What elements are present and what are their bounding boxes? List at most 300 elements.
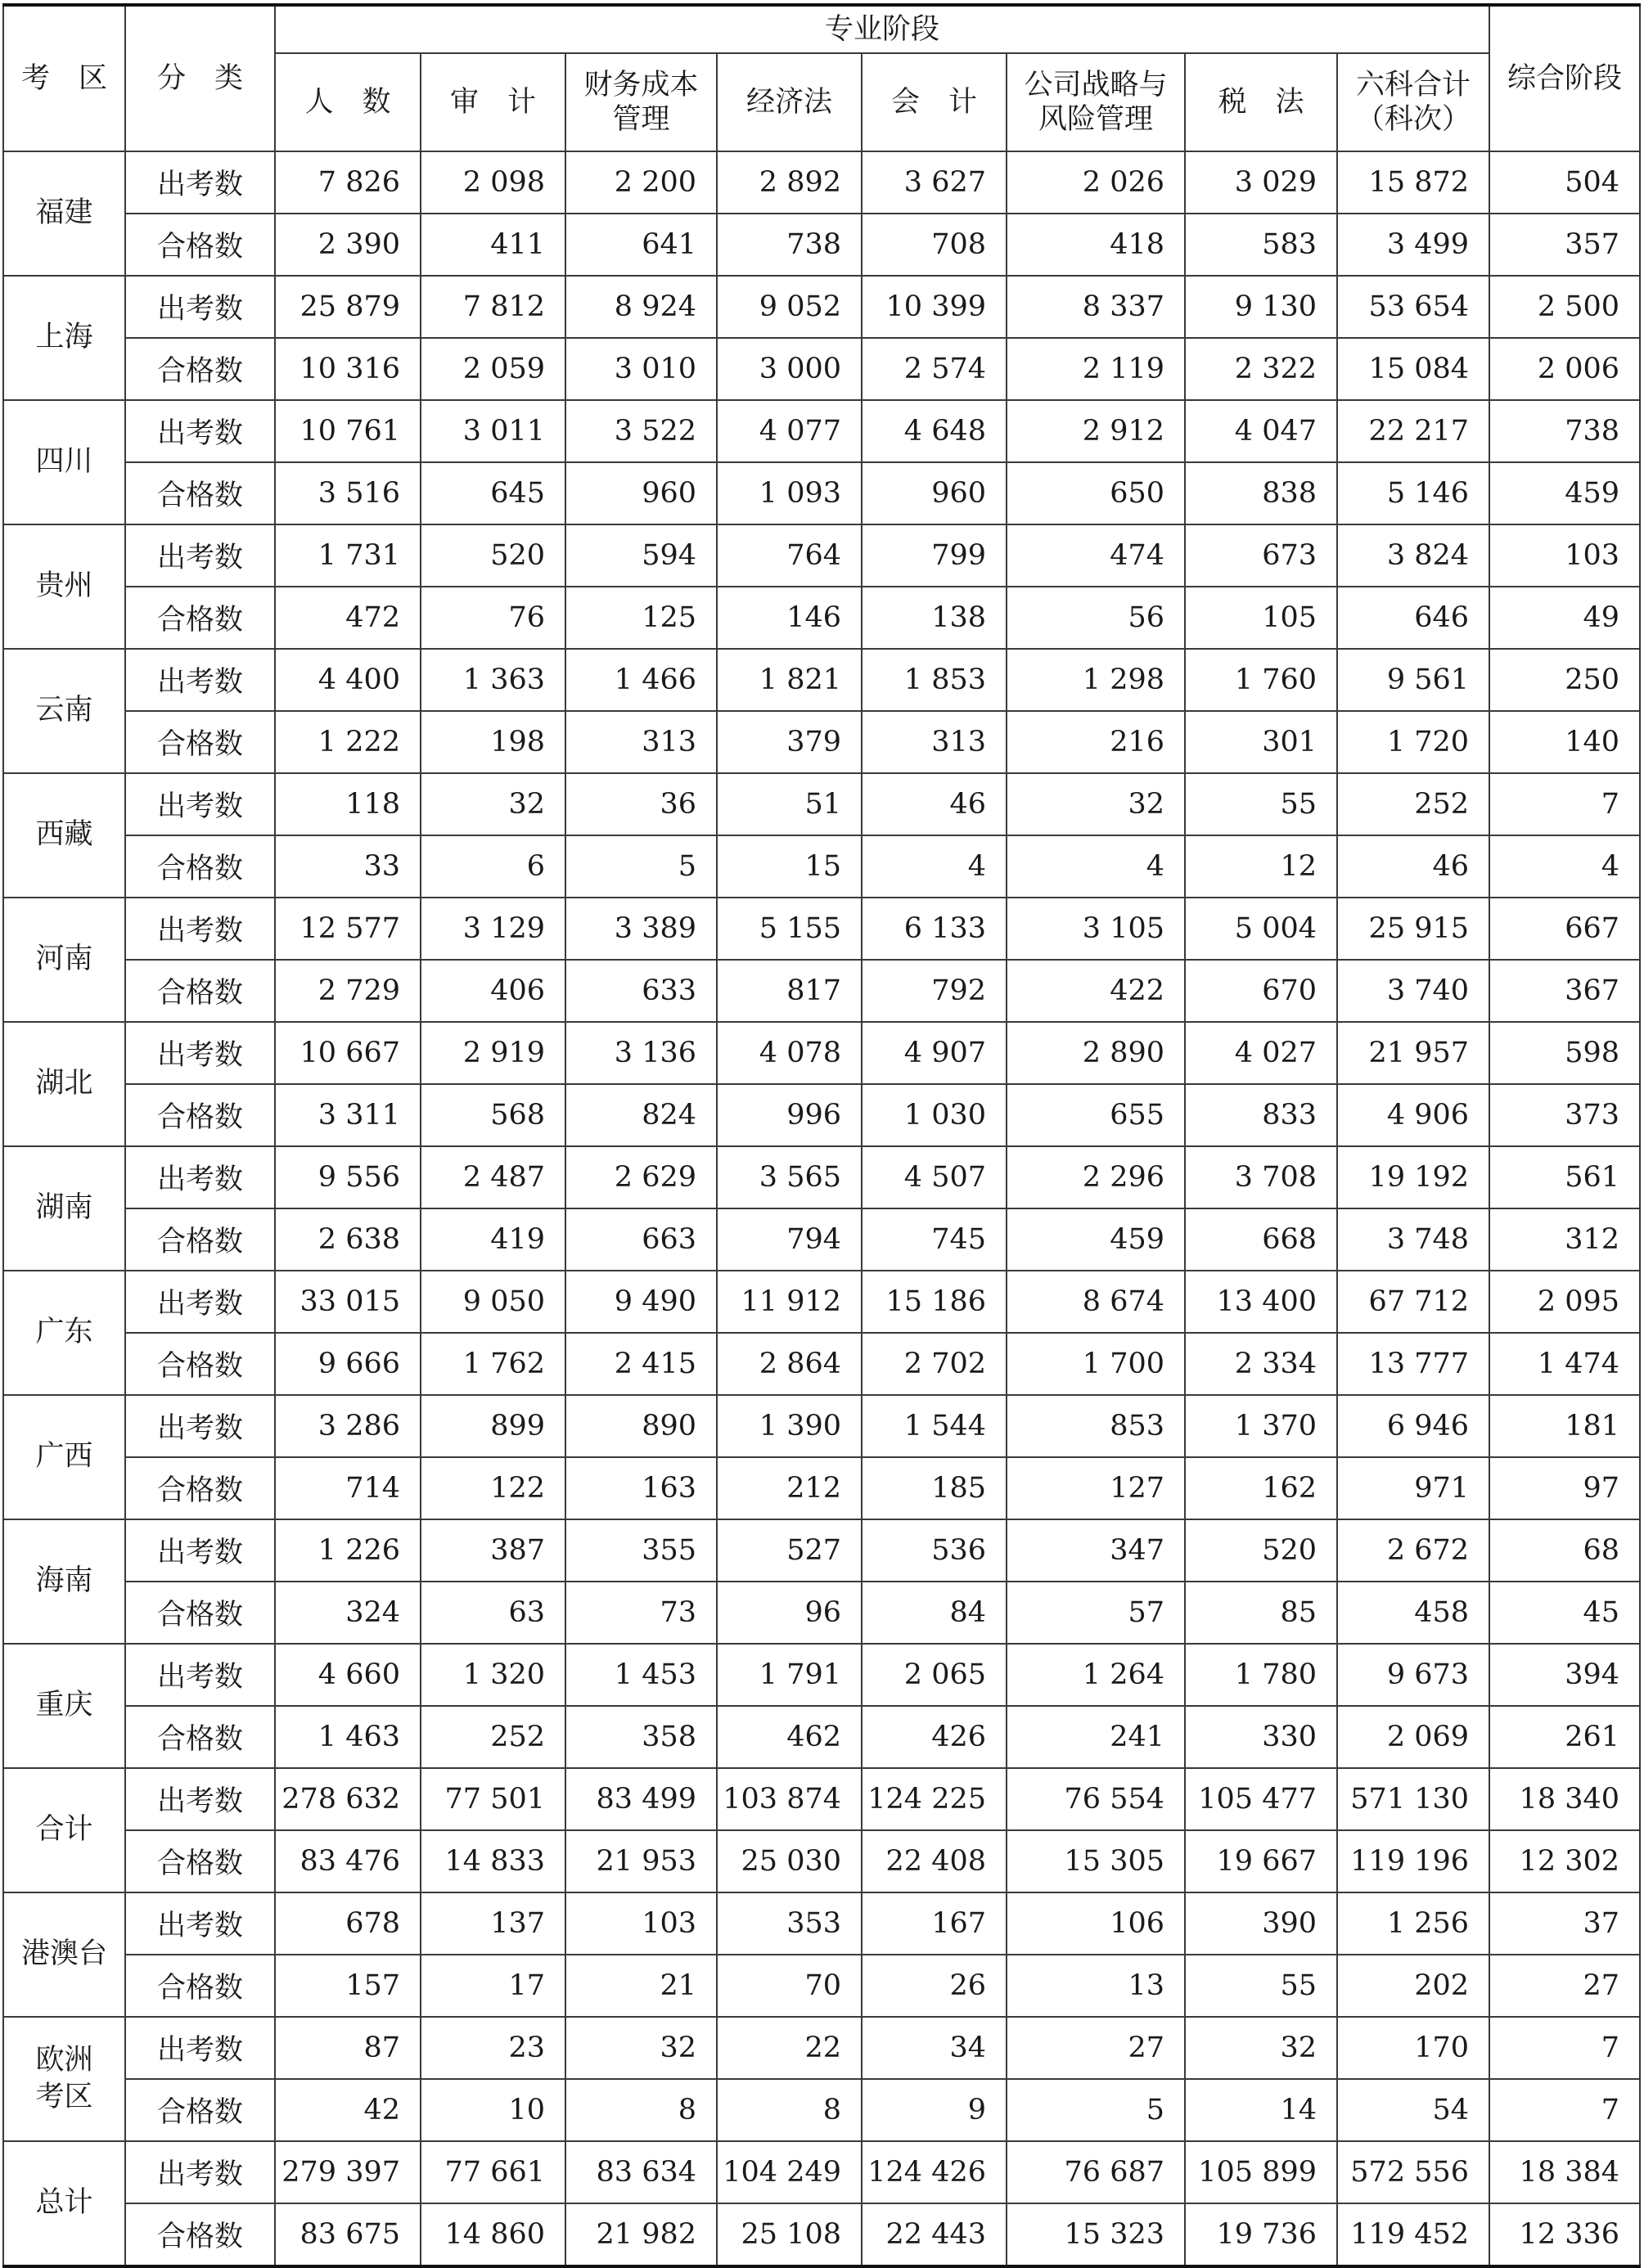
table-cell: 278 632	[275, 1768, 421, 1830]
table-cell: 5 004	[1185, 898, 1337, 960]
table-cell: 667	[1489, 898, 1640, 960]
region-name: 总计	[3, 2141, 125, 2266]
table-cell: 15 305	[1007, 1830, 1185, 1892]
table-cell: 4 047	[1185, 400, 1337, 462]
row-category-label: 合格数	[125, 1333, 275, 1395]
table-cell: 418	[1007, 214, 1185, 276]
table-row	[3, 276, 1640, 338]
table-cell: 1 466	[565, 649, 717, 711]
table-cell: 32	[421, 773, 565, 835]
table-cell: 18 340	[1489, 1768, 1640, 1830]
table-cell: 3 105	[1007, 898, 1185, 960]
table-cell: 252	[1337, 773, 1489, 835]
table-cell: 1 222	[275, 711, 421, 773]
table-row	[3, 1892, 1640, 1955]
table-row	[3, 1644, 1640, 1706]
table-cell: 313	[565, 711, 717, 773]
table-cell: 7	[1489, 2079, 1640, 2141]
region-name: 河南	[3, 898, 125, 1022]
table-cell: 8	[565, 2079, 717, 2141]
table-cell: 2 006	[1489, 338, 1640, 400]
table-cell: 738	[717, 214, 862, 276]
table-cell: 520	[421, 524, 565, 587]
table-cell: 390	[1185, 1892, 1337, 1955]
table-cell: 49	[1489, 587, 1640, 649]
table-cell: 2 296	[1007, 1146, 1185, 1208]
table-cell: 799	[862, 524, 1007, 587]
table-cell: 10 399	[862, 276, 1007, 338]
table-cell: 6	[421, 835, 565, 898]
table-cell: 1 780	[1185, 1644, 1337, 1706]
table-cell: 13	[1007, 1955, 1185, 2017]
table-cell: 4 660	[275, 1644, 421, 1706]
table-cell: 137	[421, 1892, 565, 1955]
table-cell: 3 824	[1337, 524, 1489, 587]
table-cell: 1 700	[1007, 1333, 1185, 1395]
table-row	[3, 2141, 1640, 2203]
table-cell: 10 761	[275, 400, 421, 462]
row-category-label: 出考数	[125, 524, 275, 587]
table-cell: 162	[1185, 1457, 1337, 1519]
table-cell: 4 507	[862, 1146, 1007, 1208]
row-category-label: 出考数	[125, 1768, 275, 1830]
header-subject: 税 法	[1185, 53, 1337, 151]
table-cell: 2 026	[1007, 151, 1185, 214]
table-cell: 520	[1185, 1519, 1337, 1582]
table-cell: 568	[421, 1084, 565, 1146]
table-cell: 3 748	[1337, 1208, 1489, 1271]
table-cell: 212	[717, 1457, 862, 1519]
table-cell: 250	[1489, 649, 1640, 711]
table-cell: 3 011	[421, 400, 565, 462]
table-cell: 2 487	[421, 1146, 565, 1208]
table-row	[3, 711, 1640, 773]
table-cell: 19 192	[1337, 1146, 1489, 1208]
table-cell: 10 667	[275, 1022, 421, 1084]
table-cell: 8 674	[1007, 1271, 1185, 1333]
table-cell: 1 363	[421, 649, 565, 711]
row-category-label: 出考数	[125, 151, 275, 214]
header-subject: 人 数	[275, 53, 421, 151]
table-cell: 83 476	[275, 1830, 421, 1892]
table-cell: 8	[717, 2079, 862, 2141]
table-cell: 15 323	[1007, 2203, 1185, 2266]
table-cell: 2 119	[1007, 338, 1185, 400]
table-cell: 2 729	[275, 960, 421, 1022]
table-cell: 202	[1337, 1955, 1489, 2017]
table-cell: 2 890	[1007, 1022, 1185, 1084]
table-cell: 103	[565, 1892, 717, 1955]
table-cell: 83 634	[565, 2141, 717, 2203]
table-cell: 890	[565, 1395, 717, 1457]
table-cell: 13 777	[1337, 1333, 1489, 1395]
table-cell: 12 577	[275, 898, 421, 960]
table-cell: 140	[1489, 711, 1640, 773]
table-row	[3, 1271, 1640, 1333]
table-cell: 33	[275, 835, 421, 898]
table-cell: 2 390	[275, 214, 421, 276]
table-cell: 3 627	[862, 151, 1007, 214]
table-row	[3, 400, 1640, 462]
table-cell: 13 400	[1185, 1271, 1337, 1333]
table-row	[3, 1022, 1640, 1084]
table-cell: 2 065	[862, 1644, 1007, 1706]
table-cell: 261	[1489, 1706, 1640, 1768]
table-cell: 2 702	[862, 1333, 1007, 1395]
row-category-label: 出考数	[125, 1892, 275, 1955]
table-cell: 3 516	[275, 462, 421, 524]
table-cell: 2 919	[421, 1022, 565, 1084]
row-category-label: 出考数	[125, 1519, 275, 1582]
table-cell: 458	[1337, 1582, 1489, 1644]
table-cell: 170	[1337, 2017, 1489, 2079]
table-cell: 1 093	[717, 462, 862, 524]
table-cell: 4 907	[862, 1022, 1007, 1084]
table-row	[3, 1706, 1640, 1768]
row-category-label: 合格数	[125, 1582, 275, 1644]
table-cell: 355	[565, 1519, 717, 1582]
table-cell: 1 791	[717, 1644, 862, 1706]
table-cell: 6 946	[1337, 1395, 1489, 1457]
region-name: 欧洲 考区	[3, 2017, 125, 2141]
table-cell: 9 052	[717, 276, 862, 338]
table-cell: 33 015	[275, 1271, 421, 1333]
table-cell: 73	[565, 1582, 717, 1644]
table-row	[3, 649, 1640, 711]
table-cell: 2 912	[1007, 400, 1185, 462]
table-cell: 77 661	[421, 2141, 565, 2203]
table-cell: 104 249	[717, 2141, 862, 2203]
header-subject: 审 计	[421, 53, 565, 151]
table-cell: 3 499	[1337, 214, 1489, 276]
table-cell: 2 098	[421, 151, 565, 214]
table-cell: 472	[275, 587, 421, 649]
region-name: 云南	[3, 649, 125, 773]
region-name: 合计	[3, 1768, 125, 1892]
table-cell: 353	[717, 1892, 862, 1955]
table-cell: 103 874	[717, 1768, 862, 1830]
table-cell: 14 860	[421, 2203, 565, 2266]
table-cell: 678	[275, 1892, 421, 1955]
exam-statistics-table	[2, 3, 1641, 2268]
table-cell: 1 226	[275, 1519, 421, 1582]
table-cell: 645	[421, 462, 565, 524]
table-cell: 330	[1185, 1706, 1337, 1768]
region-name: 湖南	[3, 1146, 125, 1271]
table-cell: 1 256	[1337, 1892, 1489, 1955]
table-cell: 571 130	[1337, 1768, 1489, 1830]
table-cell: 419	[421, 1208, 565, 1271]
table-cell: 22 408	[862, 1830, 1007, 1892]
table-cell: 10	[421, 2079, 565, 2141]
table-cell: 4 077	[717, 400, 862, 462]
table-cell: 1 762	[421, 1333, 565, 1395]
table-cell: 56	[1007, 587, 1185, 649]
region-name: 港澳台	[3, 1892, 125, 2017]
table-cell: 817	[717, 960, 862, 1022]
table-cell: 83 675	[275, 2203, 421, 2266]
table-cell: 42	[275, 2079, 421, 2141]
table-cell: 118	[275, 773, 421, 835]
table-row	[3, 1830, 1640, 1892]
table-cell: 32	[565, 2017, 717, 2079]
region-name: 福建	[3, 151, 125, 276]
table-cell: 3 136	[565, 1022, 717, 1084]
table-row	[3, 1768, 1640, 1830]
table-cell: 2 095	[1489, 1271, 1640, 1333]
table-cell: 7 826	[275, 151, 421, 214]
table-cell: 1 760	[1185, 649, 1337, 711]
table-cell: 312	[1489, 1208, 1640, 1271]
header-subject: 经济法	[717, 53, 862, 151]
table-cell: 9 673	[1337, 1644, 1489, 1706]
table-row	[3, 1519, 1640, 1582]
table-cell: 387	[421, 1519, 565, 1582]
table-cell: 4 648	[862, 400, 1007, 462]
row-category-label: 出考数	[125, 898, 275, 960]
table-cell: 1 853	[862, 649, 1007, 711]
table-cell: 252	[421, 1706, 565, 1768]
table-cell: 67 712	[1337, 1271, 1489, 1333]
row-category-label: 出考数	[125, 649, 275, 711]
row-category-label: 出考数	[125, 276, 275, 338]
row-category-label: 合格数	[125, 587, 275, 649]
table-cell: 2 200	[565, 151, 717, 214]
row-category-label: 合格数	[125, 1457, 275, 1519]
table-cell: 5 155	[717, 898, 862, 960]
table-row	[3, 1084, 1640, 1146]
table-cell: 138	[862, 587, 1007, 649]
table-cell: 4	[862, 835, 1007, 898]
row-category-label: 合格数	[125, 960, 275, 1022]
table-cell: 87	[275, 2017, 421, 2079]
table-row	[3, 898, 1640, 960]
table-cell: 960	[862, 462, 1007, 524]
table-cell: 22 443	[862, 2203, 1007, 2266]
table-cell: 764	[717, 524, 862, 587]
table-cell: 25 879	[275, 276, 421, 338]
table-cell: 3 010	[565, 338, 717, 400]
table-cell: 76	[421, 587, 565, 649]
table-cell: 1 731	[275, 524, 421, 587]
row-category-label: 合格数	[125, 1830, 275, 1892]
table-cell: 15 872	[1337, 151, 1489, 214]
table-cell: 12 336	[1489, 2203, 1640, 2266]
row-category-label: 出考数	[125, 1271, 275, 1333]
table-cell: 3 522	[565, 400, 717, 462]
table-cell: 23	[421, 2017, 565, 2079]
header-category: 分 类	[125, 5, 275, 151]
table-cell: 504	[1489, 151, 1640, 214]
table-cell: 9 666	[275, 1333, 421, 1395]
table-cell: 3 029	[1185, 151, 1337, 214]
row-category-label: 出考数	[125, 1644, 275, 1706]
region-name: 贵州	[3, 524, 125, 649]
table-cell: 9 561	[1337, 649, 1489, 711]
table-row	[3, 1333, 1640, 1395]
table-cell: 32	[1007, 773, 1185, 835]
table-cell: 21 982	[565, 2203, 717, 2266]
table-cell: 406	[421, 960, 565, 1022]
table-cell: 2 638	[275, 1208, 421, 1271]
table-cell: 5 146	[1337, 462, 1489, 524]
table-cell: 358	[565, 1706, 717, 1768]
table-row	[3, 2079, 1640, 2141]
table-cell: 17	[421, 1955, 565, 2017]
row-category-label: 合格数	[125, 2203, 275, 2266]
table-cell: 185	[862, 1457, 1007, 1519]
table-cell: 105 899	[1185, 2141, 1337, 2203]
table-cell: 459	[1007, 1208, 1185, 1271]
table-cell: 2 892	[717, 151, 862, 214]
table-cell: 971	[1337, 1457, 1489, 1519]
table-cell: 462	[717, 1706, 862, 1768]
region-name: 西藏	[3, 773, 125, 898]
table-cell: 14 833	[421, 1830, 565, 1892]
table-cell: 2 672	[1337, 1519, 1489, 1582]
table-row	[3, 338, 1640, 400]
table-cell: 127	[1007, 1457, 1185, 1519]
table-cell: 357	[1489, 214, 1640, 276]
table-cell: 12 302	[1489, 1830, 1640, 1892]
table-cell: 1 453	[565, 1644, 717, 1706]
table-cell: 85	[1185, 1582, 1337, 1644]
table-cell: 15 084	[1337, 338, 1489, 400]
table-cell: 241	[1007, 1706, 1185, 1768]
region-name: 湖北	[3, 1022, 125, 1146]
table-cell: 4 906	[1337, 1084, 1489, 1146]
row-category-label: 出考数	[125, 773, 275, 835]
region-name: 海南	[3, 1519, 125, 1644]
table-cell: 9 050	[421, 1271, 565, 1333]
table-cell: 105 477	[1185, 1768, 1337, 1830]
table-cell: 1 030	[862, 1084, 1007, 1146]
region-name: 广西	[3, 1395, 125, 1519]
row-category-label: 出考数	[125, 2141, 275, 2203]
table-cell: 7	[1489, 773, 1640, 835]
table-row	[3, 1395, 1640, 1457]
table-cell: 536	[862, 1519, 1007, 1582]
table-cell: 26	[862, 1955, 1007, 2017]
table-cell: 3 000	[717, 338, 862, 400]
table-cell: 2 500	[1489, 276, 1640, 338]
table-cell: 655	[1007, 1084, 1185, 1146]
table-row	[3, 587, 1640, 649]
table-cell: 3 565	[717, 1146, 862, 1208]
table-cell: 3 708	[1185, 1146, 1337, 1208]
table-cell: 146	[717, 587, 862, 649]
table-cell: 824	[565, 1084, 717, 1146]
table-cell: 1 264	[1007, 1644, 1185, 1706]
table-cell: 838	[1185, 462, 1337, 524]
table-cell: 70	[717, 1955, 862, 2017]
table-cell: 714	[275, 1457, 421, 1519]
table-cell: 97	[1489, 1457, 1640, 1519]
table-row	[3, 960, 1640, 1022]
table-cell: 25 030	[717, 1830, 862, 1892]
table-cell: 394	[1489, 1644, 1640, 1706]
table-cell: 9 556	[275, 1146, 421, 1208]
table-cell: 527	[717, 1519, 862, 1582]
table-cell: 15	[717, 835, 862, 898]
table-cell: 10 316	[275, 338, 421, 400]
header-professional-stage: 专业阶段	[275, 5, 1489, 53]
table-cell: 25 108	[717, 2203, 862, 2266]
table-cell: 7 812	[421, 276, 565, 338]
table-cell: 9 130	[1185, 276, 1337, 338]
header-comprehensive-stage: 综合阶段	[1489, 5, 1640, 151]
table-cell: 996	[717, 1084, 862, 1146]
table-cell: 673	[1185, 524, 1337, 587]
table-cell: 124 225	[862, 1768, 1007, 1830]
table-cell: 46	[1337, 835, 1489, 898]
table-cell: 347	[1007, 1519, 1185, 1582]
table-cell: 27	[1007, 2017, 1185, 2079]
table-cell: 21	[565, 1955, 717, 2017]
table-cell: 163	[565, 1457, 717, 1519]
table-cell: 34	[862, 2017, 1007, 2079]
row-category-label: 出考数	[125, 1146, 275, 1208]
row-category-label: 合格数	[125, 338, 275, 400]
table-cell: 157	[275, 1955, 421, 2017]
table-cell: 96	[717, 1582, 862, 1644]
table-cell: 2 574	[862, 338, 1007, 400]
table-cell: 411	[421, 214, 565, 276]
table-cell: 708	[862, 214, 1007, 276]
table-cell: 21 953	[565, 1830, 717, 1892]
table-cell: 8 337	[1007, 276, 1185, 338]
table-cell: 124 426	[862, 2141, 1007, 2203]
row-category-label: 合格数	[125, 214, 275, 276]
table-cell: 301	[1185, 711, 1337, 773]
table-row	[3, 835, 1640, 898]
table-cell: 2 864	[717, 1333, 862, 1395]
table-row	[3, 1208, 1640, 1271]
table-cell: 641	[565, 214, 717, 276]
row-category-label: 合格数	[125, 462, 275, 524]
table-cell: 27	[1489, 1955, 1640, 2017]
table-cell: 51	[717, 773, 862, 835]
table-cell: 745	[862, 1208, 1007, 1271]
table-cell: 83 499	[565, 1768, 717, 1830]
row-category-label: 合格数	[125, 1955, 275, 2017]
table-cell: 670	[1185, 960, 1337, 1022]
row-category-label: 合格数	[125, 835, 275, 898]
table-cell: 663	[565, 1208, 717, 1271]
table-cell: 36	[565, 773, 717, 835]
row-category-label: 出考数	[125, 400, 275, 462]
table-cell: 650	[1007, 462, 1185, 524]
table-cell: 216	[1007, 711, 1185, 773]
table-cell: 313	[862, 711, 1007, 773]
table-cell: 3 740	[1337, 960, 1489, 1022]
table-cell: 181	[1489, 1395, 1640, 1457]
table-cell: 105	[1185, 587, 1337, 649]
table-cell: 21 957	[1337, 1022, 1489, 1084]
table-cell: 9 490	[565, 1271, 717, 1333]
header-region: 考 区	[3, 5, 125, 151]
table-cell: 4 027	[1185, 1022, 1337, 1084]
row-category-label: 合格数	[125, 2079, 275, 2141]
table-cell: 2 629	[565, 1146, 717, 1208]
table-row	[3, 1955, 1640, 2017]
table-cell: 57	[1007, 1582, 1185, 1644]
table-cell: 45	[1489, 1582, 1640, 1644]
table-cell: 76 554	[1007, 1768, 1185, 1830]
table-cell: 3 389	[565, 898, 717, 960]
table-body	[3, 151, 1640, 2266]
table-cell: 32	[1185, 2017, 1337, 2079]
